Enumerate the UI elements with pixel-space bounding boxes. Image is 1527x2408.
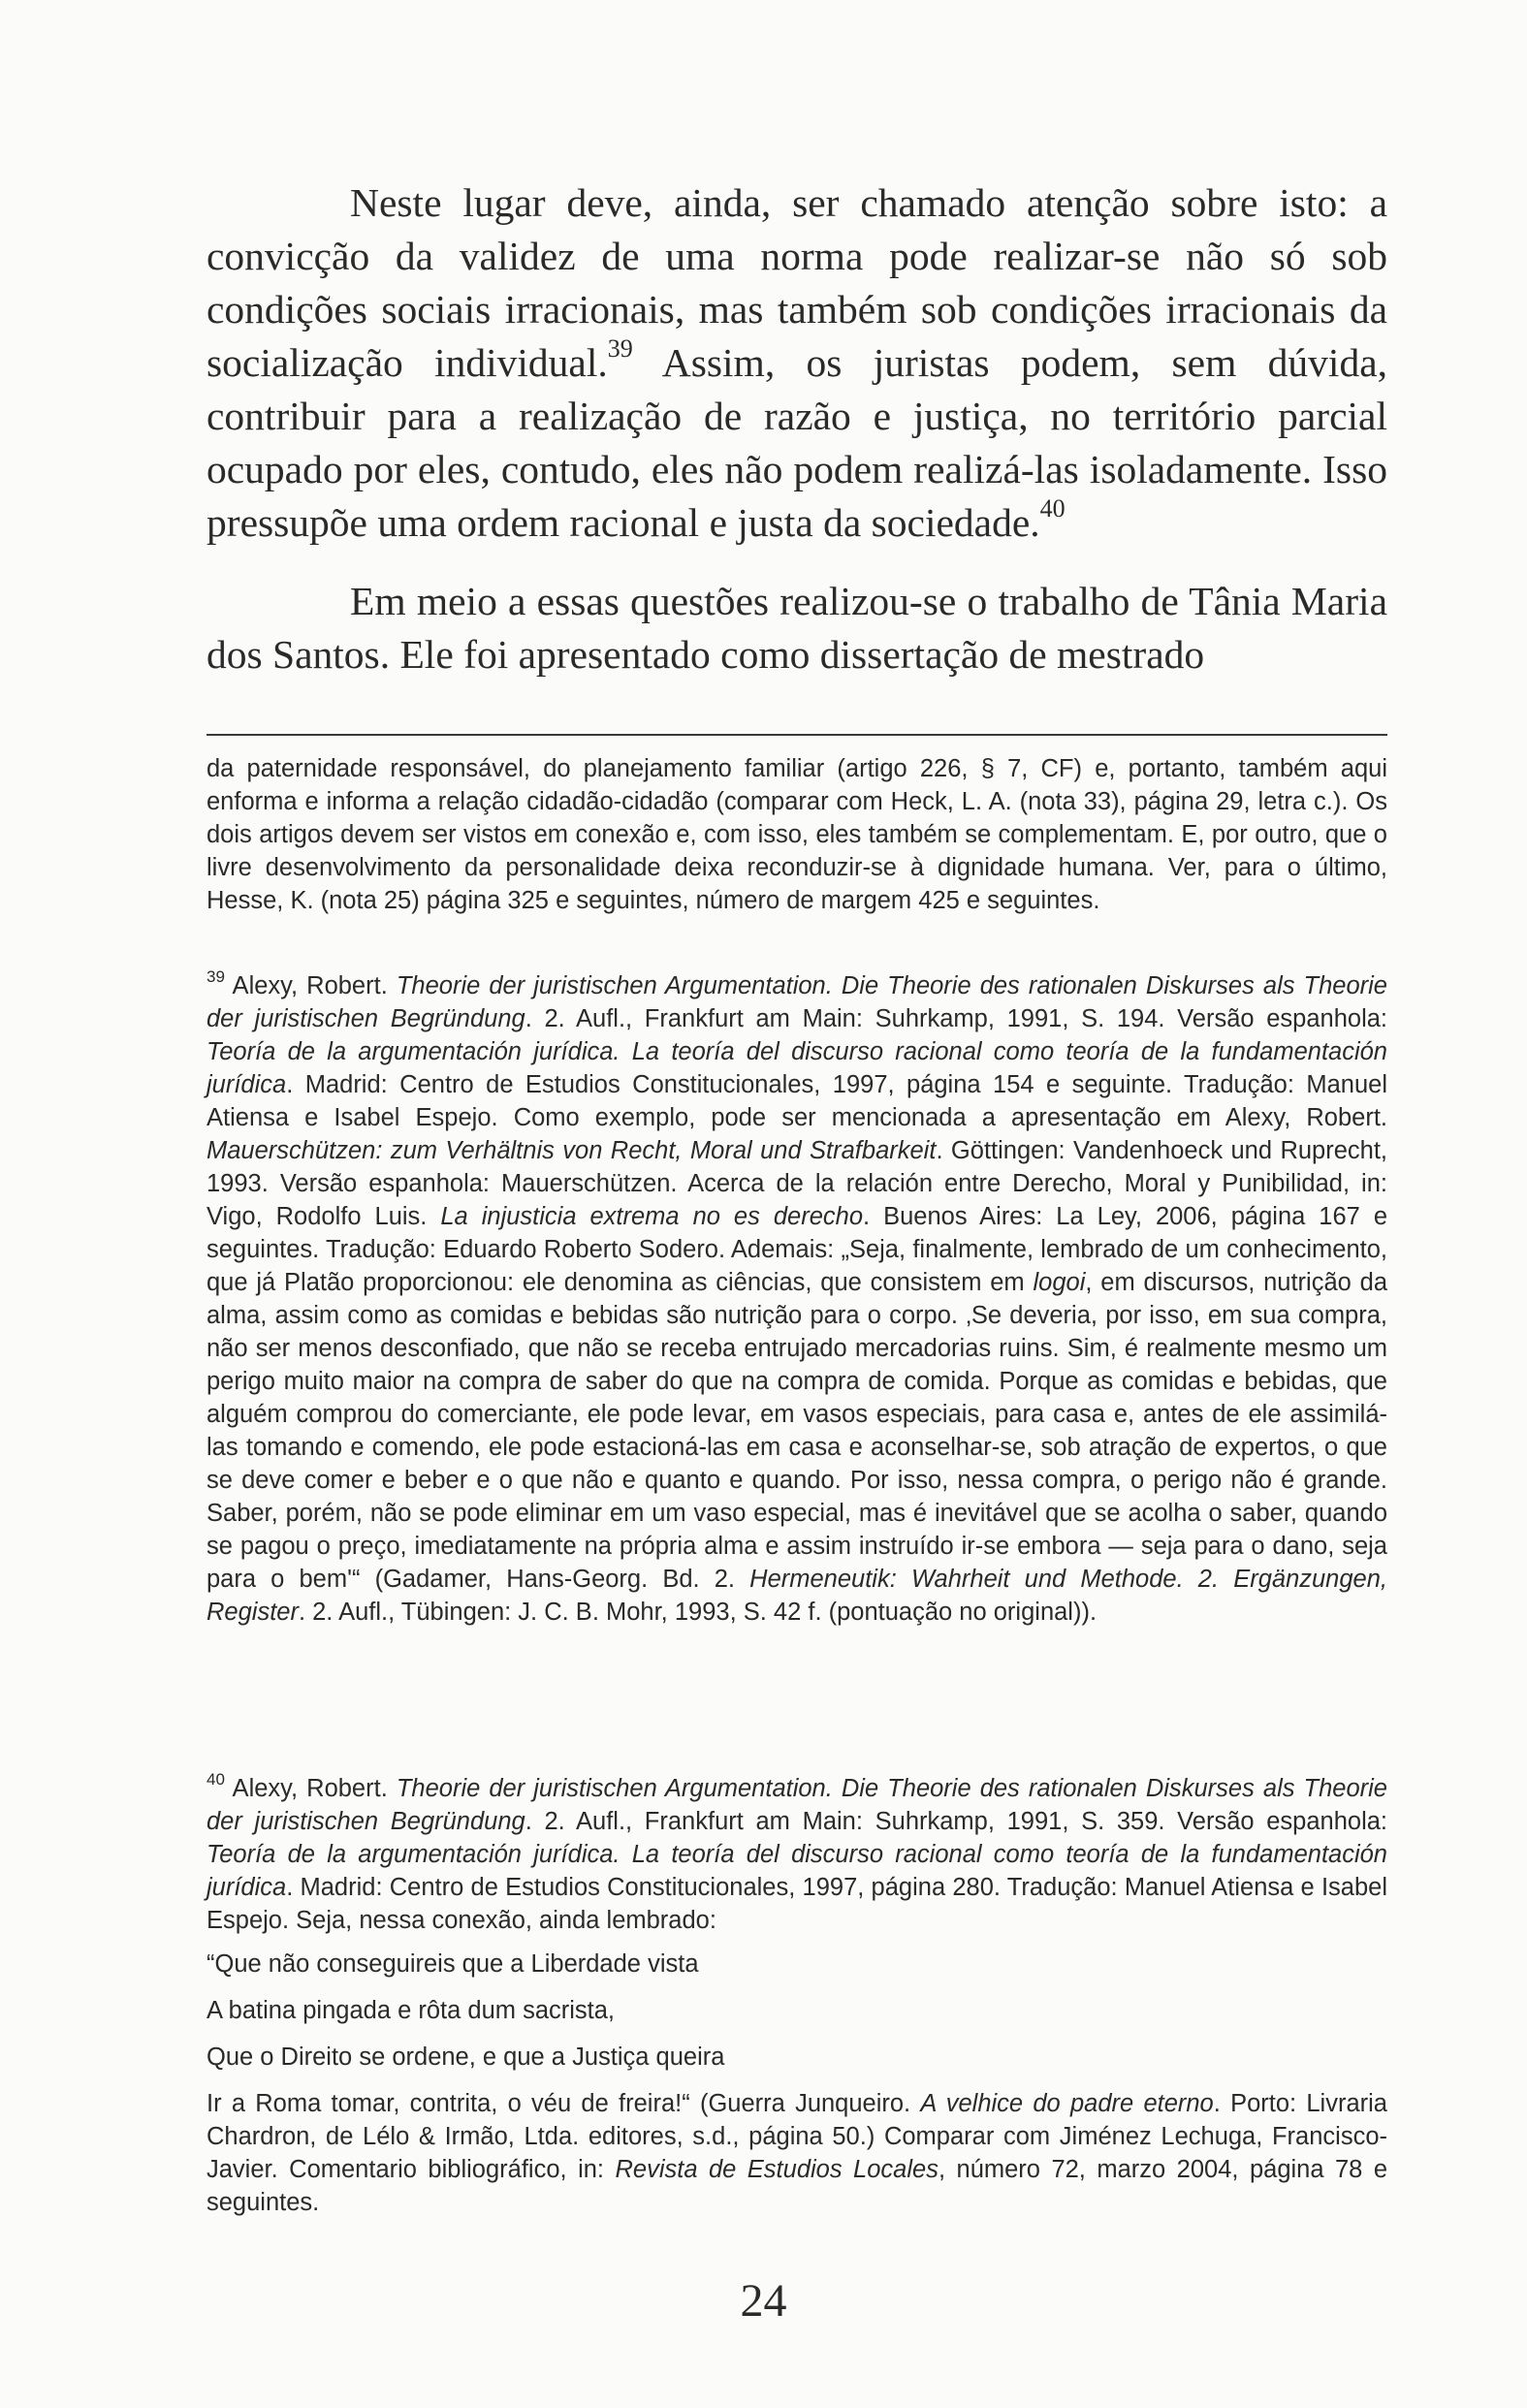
footnote-40: $^{40}$ Alexy, Robert. Theorie der juristischen Argumentation. Die Theorie des rationalen Diskurses als Theorie der juristischen Begründung. 2. Aufl., Frankfurt am Main: Suhrkamp, 1991, S. 359. Versão espanhola: Teoría de la argumentación jurídica. La teoría del discurso racional como teoría de la fundamentación jurídica. Madrid: Centro de Estudios Constitucionales, 1997, página 280. Tradução: Manuel Atiensa e Isabel Espejo. Seja, nessa conexão, ainda lembrado:: [207, 1770, 1388, 1934]
verse-line-4-citation: Ir a Roma tomar, contrita, o véu de freira!“ (Guerra Junqueiro. A velhice do padre eterno. Porto: Livraria Chardron, de Lélo & Irmão, Ltda. editores, s.d., página 50.) Comparar com Jiménez Lechuga, Francisco-Javier. Comentario bibliográfico, in: Revista de Estudios Locales, número 72, marzo 2004, página 78 e seguintes.: [207, 2090, 1387, 2216]
page-number: 24: [740, 2275, 787, 2327]
footnote-number: 39: [207, 967, 225, 986]
verse-line-1: “Que não conseguireis que a Liberdade vista: [207, 1950, 699, 1978]
footnote-39: $^{39}$ Alexy, Robert. Theorie der juristischen Argumentation. Die Theorie des rationalen Diskurses als Theorie der juristischen Begründung. 2. Aufl., Frankfurt am Main: Suhrkamp, 1991, S. 194. Versão espanhola: Teoría de la argumentación jurídica. La teoría del discurso racional como teoría de la fundamentación jurídica. Madrid: Centro de Estudios Constitucionales, 1997, página 154 e seguinte. Tradução: Manuel Atiensa e Isabel Espejo. Como exemplo, pode ser mencionada a apresentação em Alexy, Robert. Mauerschützen: zum Verhältnis von Recht, Moral und Strafbarkeit. Göttingen: Vandenhoeck und Ruprecht, 1993. Versão espanhola: Mauerschützen. Acerca de la relación entre Derecho, Moral y Punibilidad, in: Vigo, Rodolfo Luis. La injusticia extrema no es derecho. Buenos Aires: La Ley, 2006, página 167 e seguintes. Tradução: Eduardo Roberto Sodero. Ademais: „Seja, finalmente, lembrado de um conhecimento, que já Platão proporcionou: ele denomina as ciências, que consistem em logoi, em discursos, nutrição da alma, assim como as comidas e bebidas são nutrição para o corpo. ‚Se deveria, por isso, em sua compra, não ser menos desconfiado, que não se receba entrujado mercadorias ruins. Sim, é realmente mesmo um perigo muito maior na compra de saber do que na compra de comida. Porque as comidas e bebidas, que alguém comprou do comerciante, ele pode levar, em vasos especiais, para casa e, antes de ele assimilá-las tomando e comendo, ele pode estacioná-las em casa e aconselhar-se, sob atração de expertos, o que se deve comer e beber e o que não e quanto e quando. Por isso, nessa compra, o perigo não é grande. Saber, porém, não se pode eliminar em um vaso especial, mas é inevitável que se acolha o saber, quando se pagou o preço, imediatamente na própria alma e assim instruído ir-se embora — seja para o dano, seja para o bem'“ (Gadamer, Hans-Georg. Bd. 2. Hermeneutik: Wahrheit und Methode. 2. Ergänzungen, Register. 2. Aufl., Tübingen: J. C. B. Mohr, 1993, S. 42 f. (pontuação no original)).: [207, 967, 1388, 1626]
footnote-continuation: da paternidade responsável, do planejamento familiar (artigo 226, § 7, CF) e, portanto, também aqui enforma e informa a relação cidadão-cidadão (comparar com Heck, L. A. (nota 33), página 29, letra c.). Os dois artigos devem ser vistos em conexão e, com isso, eles também se complementam. E, por outro, que o livre desenvolvimento da personalidade deixa reconduzir-se à dignidade humana. Ver, para o último, Hesse, K. (nota 25) página 325 e seguintes, número de margem 425 e seguintes.: [207, 755, 1387, 914]
verse-line-3: Que o Direito se ordene, e que a Justiça queira: [207, 2044, 725, 2071]
body-paragraph-1: [207, 176, 1387, 550]
footnote-ref-40[interactable]: 40: [1039, 494, 1066, 523]
footnote-ref-39[interactable]: 39: [607, 334, 633, 363]
verse-line-2: A batina pingada e rôta dum sacrista,: [207, 1997, 616, 2024]
paragraph-text: Assim, os juristas podem, sem dúvida, contribuir para a realização de razão e justiça, no território parcial ocupado por eles, contudo, eles não podem realizá-las isoladamente. Isso pressupõe uma ordem racional e justa da sociedade.: [207, 340, 1387, 545]
body-paragraph-2: Em meio a essas questões realizou-se o trabalho de Tânia Maria dos Santos. Ele foi apresentado como dissertação de mestrado: [207, 579, 1387, 677]
footnote-number: 40: [207, 1770, 225, 1789]
footnote-separator: [207, 734, 1387, 736]
paragraph-text: Neste lugar deve, ainda, ser chamado atenção sobre isto: a convicção da validez de uma norma pode realizar-se não só sob condições sociais irracionais, mas também sob condições irracionais da socialização individual.: [207, 180, 1387, 385]
